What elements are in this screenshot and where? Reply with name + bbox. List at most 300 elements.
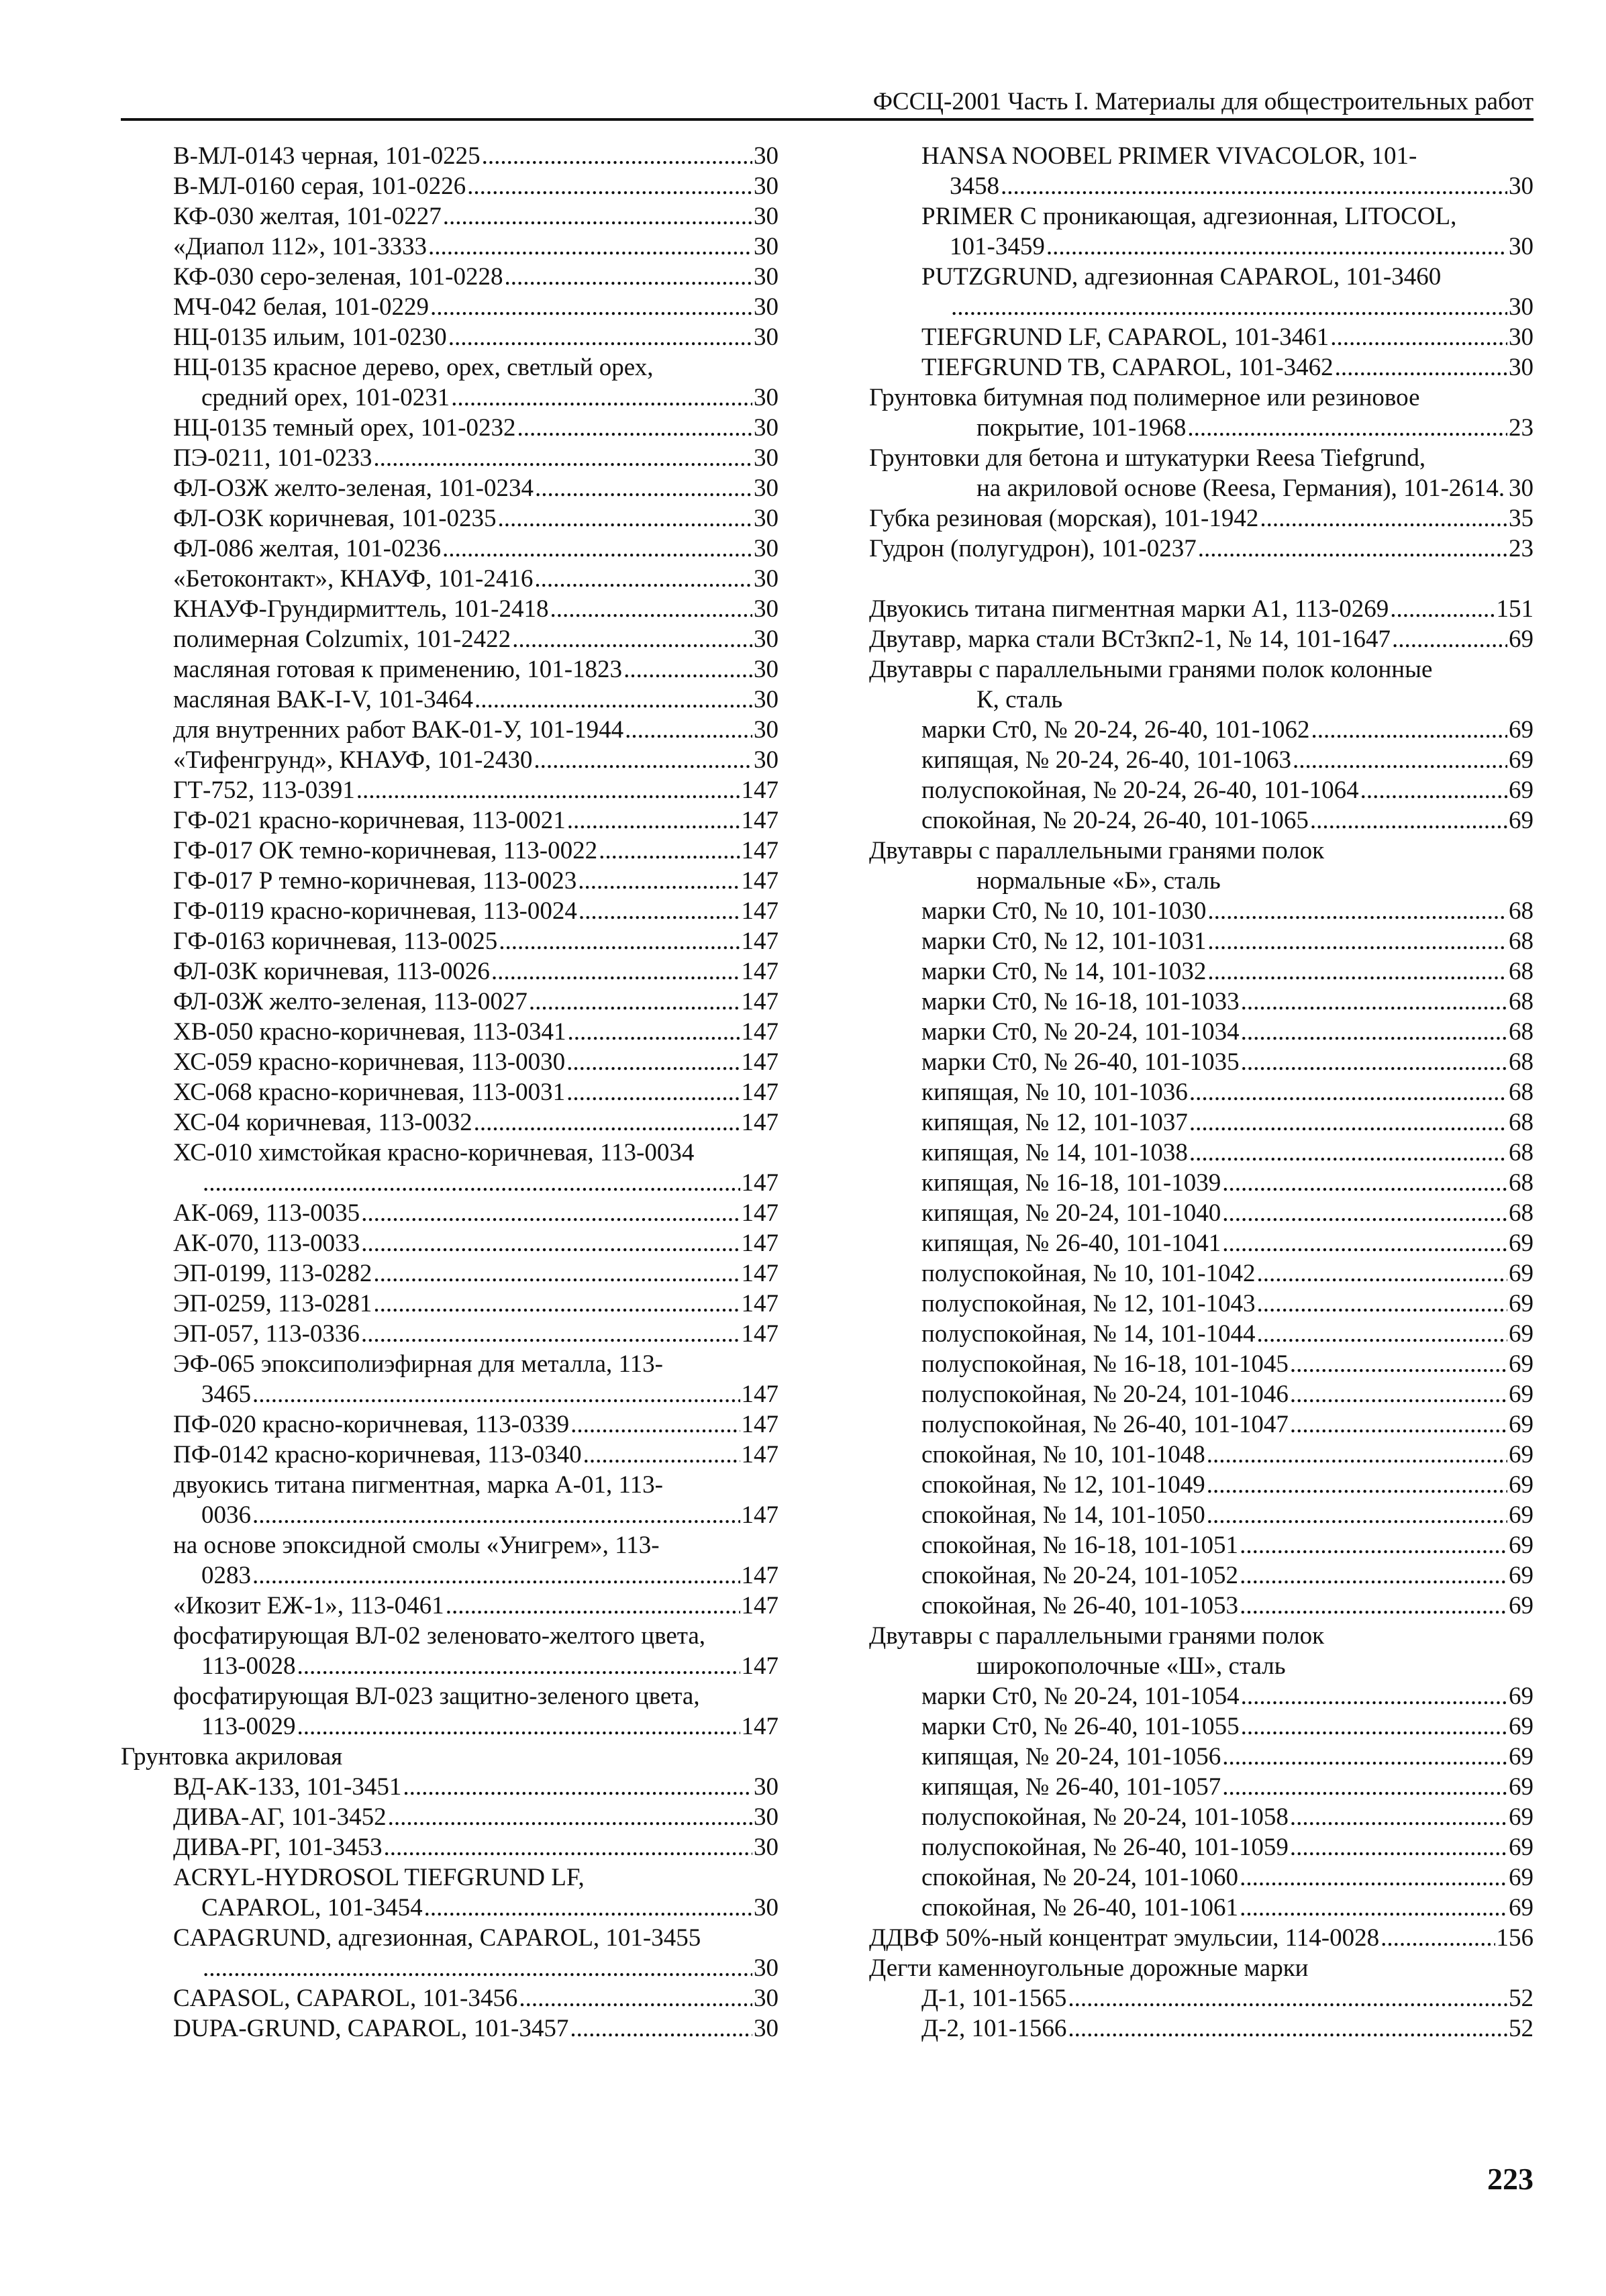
index-entry: [869, 624, 1534, 654]
dot-leader: [1198, 534, 1507, 564]
dot-leader: [482, 141, 752, 171]
dot-leader: [578, 866, 740, 896]
entry-page-ref: 69: [1509, 1441, 1534, 1468]
entry-text: ЭП-0199, 113-0282: [173, 1260, 372, 1287]
entry-text: марки Ст0, № 20-24, 101-1054: [921, 1683, 1240, 1710]
dot-leader: [491, 956, 740, 987]
entry-text: ФЛ-03К коричневая, 113-0026: [173, 958, 490, 985]
index-entry: [869, 1077, 1534, 1107]
entry-text: НЦ-0135 темный орех, 101-0232: [173, 414, 516, 442]
index-heading: нормальные «Б», сталь: [976, 867, 1221, 895]
dot-leader: [442, 534, 752, 564]
entry-text: ХС-059 красно-коричневая, 113-0030: [173, 1048, 566, 1076]
dot-leader: [252, 1379, 740, 1409]
index-entry: [869, 352, 1534, 383]
index-entry: [869, 1047, 1534, 1077]
entry-page-ref: 30: [1509, 293, 1534, 321]
dot-leader: [1290, 1409, 1507, 1440]
entry-page-ref: 30: [754, 716, 779, 744]
index-entry: [869, 1440, 1534, 1470]
entry-page-ref: 30: [1509, 354, 1534, 381]
index-heading: фосфатирующая ВЛ-023 защитно-зеленого цвета,: [173, 1683, 700, 1710]
dot-leader: [1290, 1832, 1507, 1862]
entry-text: 3458: [950, 172, 999, 200]
dot-leader: [1189, 1138, 1507, 1168]
index-entry: [121, 866, 779, 896]
entry-page-ref: 147: [741, 1441, 779, 1468]
entry-page-ref: 147: [741, 1320, 779, 1348]
entry-text: ХВ-050 красно-коричневая, 113-0341: [173, 1018, 566, 1046]
index-heading: К, сталь: [976, 686, 1063, 713]
dot-leader: [1330, 322, 1507, 352]
entry-text: 3465: [201, 1381, 251, 1408]
dot-leader: [203, 1953, 752, 1983]
dot-leader: [1207, 896, 1507, 926]
entry-page-ref: 69: [1509, 777, 1534, 804]
entry-text: марки Ст0, № 20-24, 26-40, 101-1062: [921, 716, 1310, 744]
index-entry: [869, 1107, 1534, 1138]
index-entry: [121, 2013, 779, 2044]
dot-leader: [1187, 413, 1507, 443]
entry-text: ВД-АК-133, 101-3451: [173, 1773, 402, 1801]
index-entry: [869, 322, 1534, 352]
dot-leader: [1222, 1198, 1507, 1228]
index-entry: [121, 926, 779, 956]
index-entry: [121, 987, 779, 1017]
dot-leader: [1207, 956, 1507, 987]
dot-leader: [373, 1258, 740, 1289]
entry-text: спокойная, № 20-24, 101-1060: [921, 1864, 1239, 1891]
dot-leader: [203, 1168, 740, 1198]
dot-leader: [534, 745, 752, 775]
dot-leader: [1189, 1077, 1507, 1107]
dot-leader: [1257, 1289, 1507, 1319]
index-entry: [121, 413, 779, 443]
dot-leader: [568, 1017, 740, 1047]
entry-page-ref: 23: [1509, 535, 1534, 562]
entry-text: 0036: [201, 1501, 251, 1529]
dot-leader: [373, 1289, 740, 1319]
index-heading: двуокись титана пигментная, марка А-01, 113-: [173, 1471, 663, 1499]
index-entry: [121, 956, 779, 987]
entry-page-ref: 147: [741, 1501, 779, 1529]
entry-text: на акриловой основе (Reesa, Германия), 101-2614.: [976, 475, 1505, 502]
dot-leader: [951, 292, 1507, 322]
index-entry: [869, 775, 1534, 805]
dot-leader: [1257, 1319, 1507, 1349]
dot-leader: [1335, 352, 1507, 383]
dot-leader: [1257, 1258, 1507, 1289]
index-entry: [121, 322, 779, 352]
dot-leader: [1360, 775, 1507, 805]
dot-leader: [356, 775, 740, 805]
entry-text: «Бетоконтакт», КНАУФ, 101-2416: [173, 565, 534, 593]
dot-leader: [519, 1983, 752, 2013]
entry-page-ref: 69: [1509, 746, 1534, 774]
index-entry: [121, 685, 779, 715]
entry-text: 101-3459: [950, 233, 1045, 260]
entry-text: ФЛ-ОЗК коричневая, 101-0235: [173, 505, 497, 532]
entry-text: кипящая, № 26-40, 101-1041: [921, 1230, 1221, 1257]
entry-page-ref: 30: [1509, 233, 1534, 260]
entry-page-ref: 151: [1496, 595, 1534, 623]
entry-page-ref: 30: [754, 656, 779, 683]
index-heading: НЦ-0135 красное дерево, орех, светлый орех,: [173, 354, 654, 381]
entry-page-ref: 147: [741, 777, 779, 804]
dot-leader: [566, 1077, 740, 1107]
entry-text: кипящая, № 20-24, 101-1056: [921, 1743, 1221, 1770]
index-heading: PUTZGRUND, адгезионная CAPAROL, 101-3460: [921, 263, 1442, 291]
entry-page-ref: 30: [754, 1773, 779, 1801]
dot-leader: [1046, 232, 1507, 262]
index-entry: [121, 1772, 779, 1802]
entry-text: полуспокойная, № 20-24, 101-1058: [921, 1803, 1289, 1831]
entry-page-ref: 147: [741, 1652, 779, 1680]
entry-text: В-МЛ-0143 черная, 101-0225: [173, 142, 481, 170]
index-entry: [869, 987, 1534, 1017]
dot-leader: [448, 322, 752, 352]
index-entry: [869, 1893, 1534, 1923]
dot-leader: [1207, 1440, 1507, 1470]
entry-text: ПФ-020 красно-коричневая, 113-0339: [173, 1411, 570, 1438]
entry-page-ref: 69: [1509, 1350, 1534, 1378]
header-title: ФССЦ-2001 Часть I. Материалы для общестроительных работ: [872, 88, 1534, 115]
dot-leader: [1241, 1711, 1507, 1742]
dot-leader: [1240, 1560, 1507, 1591]
entry-text: полимерная Colzumix, 101-2422: [173, 626, 511, 653]
entry-text: марки Ст0, № 10, 101-1030: [921, 897, 1207, 925]
entry-page-ref: 30: [754, 2015, 779, 2042]
entry-text: АК-070, 113-0033: [173, 1230, 360, 1257]
dot-leader: [570, 1409, 740, 1440]
index-entry: [869, 1500, 1534, 1530]
index-entry: [869, 745, 1534, 775]
entry-page-ref: 69: [1509, 1834, 1534, 1861]
index-entry: [869, 956, 1534, 987]
index-heading: Двутавры с параллельными гранями полок колонные: [869, 656, 1433, 683]
dot-leader: [1392, 624, 1507, 654]
entry-text: ФЛ-086 желтая, 101-0236: [173, 535, 441, 562]
entry-page-ref: 147: [741, 988, 779, 1015]
entry-text: ФЛ-03Ж желто-зеленая, 113-0027: [173, 988, 528, 1015]
dot-leader: [579, 896, 740, 926]
index-entry: [869, 1319, 1534, 1349]
entry-page-ref: 147: [741, 928, 779, 955]
entry-text: спокойная, № 20-24, 101-1052: [921, 1562, 1239, 1589]
entry-page-ref: 30: [1509, 172, 1534, 200]
index-entry: [869, 1923, 1534, 1953]
entry-page-ref: 69: [1509, 1743, 1534, 1770]
index-entry: [121, 171, 779, 201]
entry-page-ref: 30: [754, 384, 779, 411]
entry-text: марки Ст0, № 20-24, 101-1034: [921, 1018, 1240, 1046]
index-entry: [121, 443, 779, 473]
entry-text: полуспокойная, № 10, 101-1042: [921, 1260, 1256, 1287]
entry-page-ref: 147: [741, 1230, 779, 1257]
entry-page-ref: 30: [754, 444, 779, 472]
index-entry: [869, 1289, 1534, 1319]
entry-page-ref: 30: [754, 1803, 779, 1831]
entry-page-ref: 30: [754, 293, 779, 321]
entry-text: полуспокойная, № 12, 101-1043: [921, 1290, 1256, 1317]
running-header: [121, 86, 1534, 121]
entry-page-ref: 147: [741, 1109, 779, 1136]
entry-text: Д-2, 101-1566: [921, 2015, 1067, 2042]
entry-text: 0283: [201, 1562, 251, 1589]
dot-leader: [297, 1651, 740, 1681]
index-entry: [121, 1258, 779, 1289]
entry-page-ref: 69: [1509, 1562, 1534, 1589]
entry-text: ДДВФ 50%-ный концентрат эмульсии, 114-0028: [869, 1924, 1380, 1952]
index-entry: [121, 775, 779, 805]
entry-page-ref: 69: [1509, 1320, 1534, 1348]
index-entry: [869, 503, 1534, 534]
dot-leader: [498, 503, 752, 534]
index-entry: [121, 1047, 779, 1077]
dot-leader: [1207, 1500, 1507, 1530]
index-heading: широкополочные «Ш», сталь: [976, 1652, 1286, 1680]
dot-leader: [1293, 745, 1507, 775]
entry-page-ref: 30: [754, 626, 779, 653]
dot-leader: [567, 805, 740, 836]
entry-page-ref: 35: [1509, 505, 1534, 532]
entry-page-ref: 68: [1509, 897, 1534, 925]
entry-text: НЦ-0135 ильим, 101-0230: [173, 323, 447, 351]
dot-leader: [424, 1893, 752, 1923]
index-entry: [121, 1953, 779, 1983]
dot-leader: [504, 262, 752, 292]
index-entry: [121, 232, 779, 262]
entry-text: ЭП-0259, 113-0281: [173, 1290, 372, 1317]
dot-leader: [361, 1319, 740, 1349]
dot-leader: [361, 1198, 740, 1228]
index-heading: Грунтовка акриловая: [121, 1743, 343, 1770]
entry-text: марки Ст0, № 26-40, 101-1055: [921, 1713, 1240, 1740]
dot-leader: [373, 443, 752, 473]
entry-text: средний орех, 101-0231: [201, 384, 450, 411]
entry-text: для внутренних работ ВАК-01-У, 101-1944: [173, 716, 624, 744]
entry-text: ДИВА-РГ, 101-3453: [173, 1834, 383, 1861]
dot-leader: [1222, 1742, 1507, 1772]
entry-page-ref: 30: [754, 414, 779, 442]
index-heading: фосфатирующая ВЛ-02 зеленовато-желтого цвета,: [173, 1622, 706, 1650]
entry-page-ref: 69: [1509, 1381, 1534, 1408]
index-entry: [869, 1983, 1534, 2013]
index-entry: [869, 1349, 1534, 1379]
entry-text: спокойная, № 10, 101-1048: [921, 1441, 1205, 1468]
entry-text: ХС-068 красно-коричневая, 113-0031: [173, 1079, 566, 1106]
entry-text: ПЭ-0211, 101-0233: [173, 444, 372, 472]
index-entry: [869, 1168, 1534, 1198]
index-entry: [121, 624, 779, 654]
dot-leader: [430, 292, 752, 322]
entry-page-ref: 69: [1509, 626, 1534, 653]
entry-page-ref: 30: [754, 1985, 779, 2012]
entry-text: «Икозит ЕЖ-1», 113-0461: [173, 1592, 444, 1619]
dot-leader: [252, 1500, 740, 1530]
entry-page-ref: 69: [1509, 1803, 1534, 1831]
entry-text: марки Ст0, № 26-40, 101-1035: [921, 1048, 1240, 1076]
dot-leader: [1068, 2013, 1507, 2044]
dot-leader: [499, 926, 740, 956]
entry-page-ref: 69: [1509, 716, 1534, 744]
entry-text: МЧ-042 белая, 101-0229: [173, 293, 430, 321]
entry-page-ref: 147: [741, 1260, 779, 1287]
dot-leader: [1290, 1349, 1507, 1379]
index-entry: [869, 926, 1534, 956]
entry-page-ref: 147: [741, 1290, 779, 1317]
index-entry: [121, 594, 779, 624]
entry-text: ГФ-0163 коричневая, 113-0025: [173, 928, 498, 955]
entry-page-ref: 147: [741, 1048, 779, 1076]
index-entry: [869, 1409, 1534, 1440]
index-entry: [869, 232, 1534, 262]
dot-leader: [1241, 987, 1507, 1017]
entry-page-ref: 69: [1509, 1471, 1534, 1499]
dot-leader: [403, 1772, 752, 1802]
entry-page-ref: 30: [754, 1954, 779, 1982]
index-entry: [121, 1077, 779, 1107]
dot-leader: [1222, 1228, 1507, 1258]
dot-leader: [467, 171, 752, 201]
index-heading: Двутавры с параллельными гранями полок: [869, 837, 1325, 864]
dot-leader: [1290, 1802, 1507, 1832]
index-entry: [869, 896, 1534, 926]
entry-page-ref: 147: [741, 958, 779, 985]
index-heading: Грунтовка битумная под полимерное или резиновое: [869, 384, 1420, 411]
dot-leader: [529, 987, 740, 1017]
dot-leader: [443, 201, 752, 232]
entry-page-ref: 69: [1509, 807, 1534, 834]
index-column-right: [869, 141, 1534, 2044]
entry-page-ref: 52: [1509, 1985, 1534, 2012]
entry-page-ref: 147: [741, 1562, 779, 1589]
entry-text: Двуокись титана пигментная марки А1, 113-0269: [869, 595, 1389, 623]
index-entry: [869, 1017, 1534, 1047]
entry-text: ГФ-017 ОК темно-коричневая, 113-0022: [173, 837, 598, 864]
dot-leader: [1310, 805, 1507, 836]
entry-text: ГТ-752, 113-0391: [173, 777, 355, 804]
entry-text: TIEFGRUND LF, CAPAROL, 101-3461: [921, 323, 1329, 351]
index-column-left: [121, 141, 779, 2044]
entry-text: масляная ВАК-I-V, 101-3464: [173, 686, 473, 713]
index-heading: ХС-010 химстойкая красно-коричневая, 113-0034: [173, 1139, 695, 1166]
index-entry: [869, 292, 1534, 322]
entry-page-ref: 69: [1509, 1230, 1534, 1257]
index-entry: [121, 1319, 779, 1349]
index-entry: [869, 1379, 1534, 1409]
dot-leader: [361, 1228, 740, 1258]
dot-leader: [566, 1047, 740, 1077]
entry-text: кипящая, № 26-40, 101-1057: [921, 1773, 1221, 1801]
index-heading: ACRYL-HYDROSOL TIEFGRUND LF,: [173, 1864, 585, 1891]
entry-page-ref: 69: [1509, 1864, 1534, 1891]
dot-leader: [383, 1832, 752, 1862]
dot-leader: [599, 836, 740, 866]
dot-leader: [1290, 1379, 1507, 1409]
index-entry: [869, 1228, 1534, 1258]
entry-page-ref: 147: [741, 1199, 779, 1227]
index-entry: [121, 654, 779, 685]
section-gap: [869, 564, 1534, 594]
dot-leader: [1207, 1470, 1507, 1500]
entry-text: «Диапол 112», 101-3333: [173, 233, 427, 260]
index-heading: CAPAGRUND, адгезионная, CAPAROL, 101-3455: [173, 1924, 701, 1952]
index-entry: [869, 1470, 1534, 1500]
index-entry: [869, 1681, 1534, 1711]
dot-leader: [1222, 1772, 1507, 1802]
index-entry: [869, 805, 1534, 836]
entry-page-ref: 23: [1509, 414, 1534, 442]
entry-text: КНАУФ-Грундирмиттель, 101-2418: [173, 595, 549, 623]
index-entry: [121, 1893, 779, 1923]
entry-page-ref: 30: [754, 505, 779, 532]
index-entry: [869, 473, 1534, 503]
entry-page-ref: 147: [741, 1411, 779, 1438]
entry-text: кипящая, № 14, 101-1038: [921, 1139, 1188, 1166]
index-entry: [121, 745, 779, 775]
entry-text: КФ-030 желтая, 101-0227: [173, 203, 442, 230]
dot-leader: [1222, 1168, 1507, 1198]
entry-page-ref: 69: [1509, 1260, 1534, 1287]
entry-page-ref: 147: [741, 1381, 779, 1408]
index-entry: [121, 805, 779, 836]
entry-text: ФЛ-ОЗЖ желто-зеленая, 101-0234: [173, 475, 534, 502]
index-entry: [121, 383, 779, 413]
index-heading: ЭФ-065 эпоксиполиэфирная для металла, 113-: [173, 1350, 663, 1378]
entry-text: ПФ-0142 красно-коричневая, 113-0340: [173, 1441, 582, 1468]
entry-text: Д-1, 101-1565: [921, 1985, 1067, 2012]
entry-text: Двутавр, марка стали ВСт3кп2-1, № 14, 101-1647: [869, 626, 1391, 653]
entry-page-ref: 147: [741, 807, 779, 834]
entry-text: АК-069, 113-0035: [173, 1199, 360, 1227]
index-entry: [121, 473, 779, 503]
index-entry: [121, 715, 779, 745]
entry-text: КФ-030 серо-зеленая, 101-0228: [173, 263, 503, 291]
entry-text: полуспокойная, № 20-24, 101-1046: [921, 1381, 1289, 1408]
entry-page-ref: 30: [754, 203, 779, 230]
entry-text: марки Ст0, № 12, 101-1031: [921, 928, 1207, 955]
index-entry: [869, 1862, 1534, 1893]
entry-text: кипящая, № 16-18, 101-1039: [921, 1169, 1221, 1197]
entry-page-ref: 68: [1509, 1199, 1534, 1227]
dot-leader: [474, 685, 752, 715]
index-entry: [869, 1742, 1534, 1772]
index-heading: HANSA NOOBEL PRIMER VIVACOLOR, 101-: [921, 142, 1417, 170]
entry-page-ref: 147: [741, 1713, 779, 1740]
index-entry: [121, 1198, 779, 1228]
entry-text: «Тифенгрунд», КНАУФ, 101-2430: [173, 746, 533, 774]
index-entry: [869, 534, 1534, 564]
entry-text: полуспокойная, № 20-24, 26-40, 101-1064: [921, 777, 1359, 804]
entry-page-ref: 147: [741, 897, 779, 925]
dot-leader: [1260, 503, 1507, 534]
entry-text: марки Ст0, № 14, 101-1032: [921, 958, 1207, 985]
index-entry: [121, 1802, 779, 1832]
entry-page-ref: 68: [1509, 1109, 1534, 1136]
dot-leader: [512, 624, 752, 654]
index-entry: [869, 715, 1534, 745]
dot-leader: [1311, 715, 1508, 745]
entry-page-ref: 68: [1509, 928, 1534, 955]
entry-page-ref: 147: [741, 867, 779, 895]
index-heading: на основе эпоксидной смолы «Унигрем», 113-: [173, 1532, 660, 1559]
entry-text: В-МЛ-0160 серая, 101-0226: [173, 172, 466, 200]
entry-text: ДИВА-АГ, 101-3452: [173, 1803, 387, 1831]
entry-text: Гудрон (полугудрон), 101-0237: [869, 535, 1197, 562]
dot-leader: [1241, 1047, 1507, 1077]
index-entry: [121, 1409, 779, 1440]
